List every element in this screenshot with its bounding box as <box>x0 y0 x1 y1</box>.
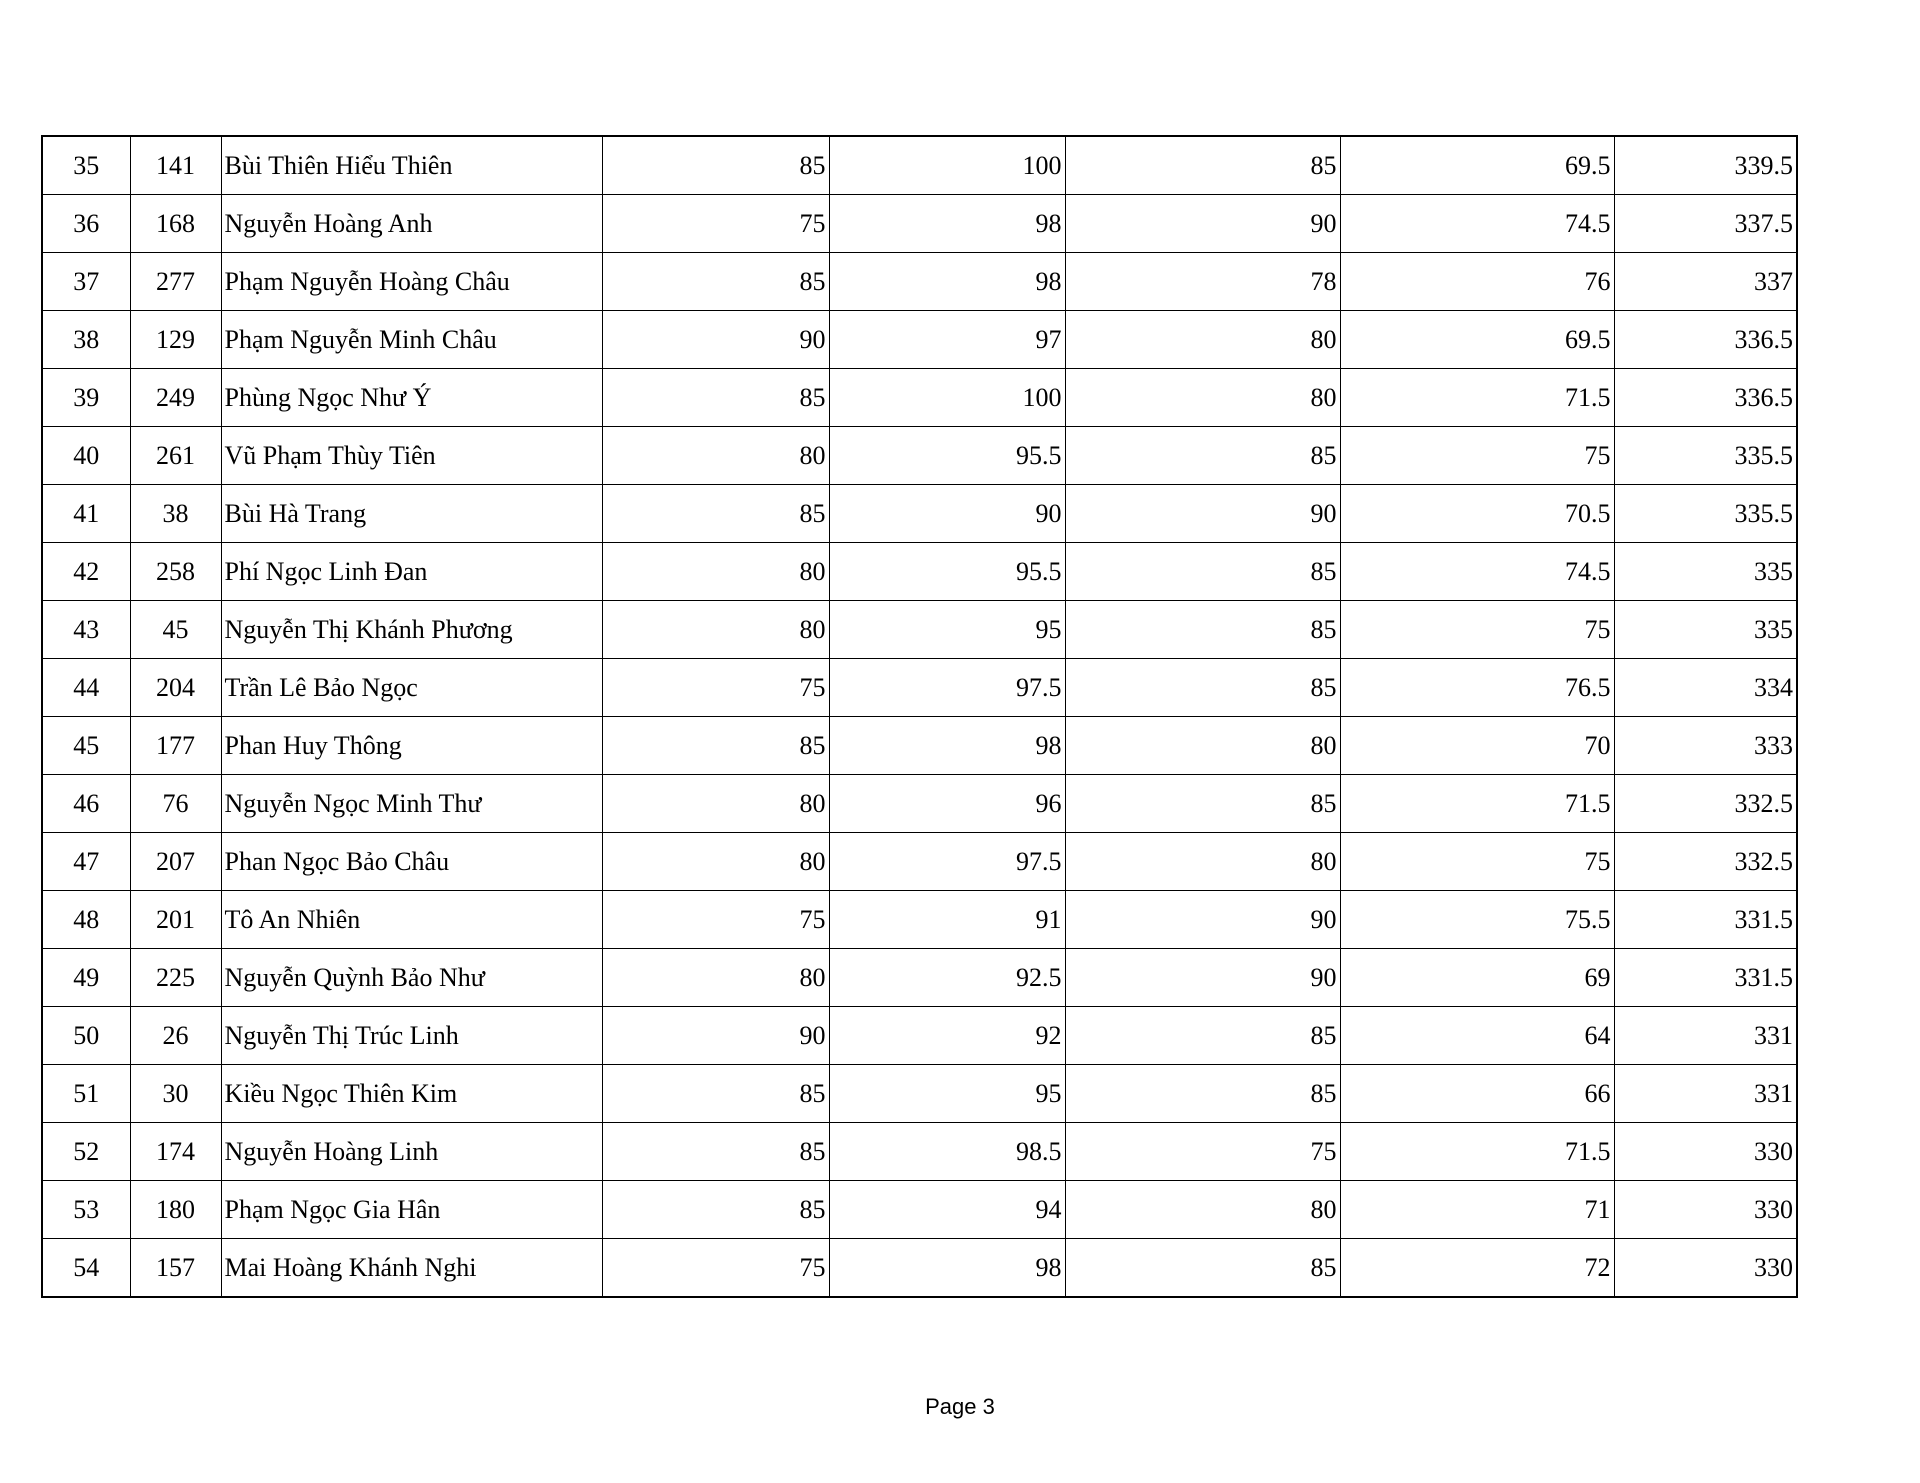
score-2-cell: 97 <box>829 311 1065 369</box>
score-4-cell: 70 <box>1340 717 1614 775</box>
score-2-cell: 100 <box>829 369 1065 427</box>
rank-cell: 46 <box>42 775 130 833</box>
total-cell: 336.5 <box>1614 369 1797 427</box>
score-1-cell: 80 <box>602 543 829 601</box>
score-4-cell: 69.5 <box>1340 136 1614 195</box>
score-4-cell: 69.5 <box>1340 311 1614 369</box>
total-cell: 339.5 <box>1614 136 1797 195</box>
score-4-cell: 74.5 <box>1340 543 1614 601</box>
score-1-cell: 85 <box>602 1065 829 1123</box>
total-cell: 331.5 <box>1614 891 1797 949</box>
rank-cell: 41 <box>42 485 130 543</box>
total-cell: 332.5 <box>1614 775 1797 833</box>
table-row <box>42 1181 1797 1239</box>
score-2-cell: 98 <box>829 717 1065 775</box>
table-row <box>42 543 1797 601</box>
name-cell: Bùi Hà Trang <box>221 485 602 543</box>
score-1-cell: 85 <box>602 253 829 311</box>
table-row <box>42 717 1797 775</box>
score-3-cell: 85 <box>1065 543 1340 601</box>
score-table-body <box>42 136 1797 1297</box>
table-row <box>42 136 1797 195</box>
table-row <box>42 1239 1797 1298</box>
score-1-cell: 85 <box>602 136 829 195</box>
score-1-cell: 85 <box>602 717 829 775</box>
rank-cell: 54 <box>42 1239 130 1298</box>
score-1-cell: 80 <box>602 427 829 485</box>
id-cell: 249 <box>130 369 221 427</box>
id-cell: 38 <box>130 485 221 543</box>
score-2-cell: 92 <box>829 1007 1065 1065</box>
id-cell: 261 <box>130 427 221 485</box>
page-number: Page 3 <box>925 1394 995 1419</box>
name-cell: Kiều Ngọc Thiên Kim <box>221 1065 602 1123</box>
id-cell: 258 <box>130 543 221 601</box>
rank-cell: 47 <box>42 833 130 891</box>
table-row <box>42 601 1797 659</box>
total-cell: 334 <box>1614 659 1797 717</box>
score-3-cell: 85 <box>1065 1065 1340 1123</box>
score-4-cell: 71 <box>1340 1181 1614 1239</box>
name-cell: Phan Huy Thông <box>221 717 602 775</box>
score-2-cell: 95.5 <box>829 427 1065 485</box>
score-4-cell: 72 <box>1340 1239 1614 1298</box>
score-3-cell: 85 <box>1065 775 1340 833</box>
name-cell: Tô An Nhiên <box>221 891 602 949</box>
table-row <box>42 949 1797 1007</box>
total-cell: 337.5 <box>1614 195 1797 253</box>
score-4-cell: 75 <box>1340 601 1614 659</box>
score-3-cell: 80 <box>1065 311 1340 369</box>
score-3-cell: 85 <box>1065 1239 1340 1298</box>
score-4-cell: 75.5 <box>1340 891 1614 949</box>
score-4-cell: 69 <box>1340 949 1614 1007</box>
score-4-cell: 71.5 <box>1340 775 1614 833</box>
score-3-cell: 90 <box>1065 485 1340 543</box>
score-3-cell: 85 <box>1065 136 1340 195</box>
score-3-cell: 80 <box>1065 369 1340 427</box>
score-3-cell: 85 <box>1065 1007 1340 1065</box>
table-row <box>42 833 1797 891</box>
score-4-cell: 70.5 <box>1340 485 1614 543</box>
score-4-cell: 75 <box>1340 427 1614 485</box>
total-cell: 335 <box>1614 601 1797 659</box>
id-cell: 30 <box>130 1065 221 1123</box>
score-4-cell: 76.5 <box>1340 659 1614 717</box>
total-cell: 337 <box>1614 253 1797 311</box>
score-3-cell: 78 <box>1065 253 1340 311</box>
name-cell: Nguyễn Thị Khánh Phương <box>221 601 602 659</box>
rank-cell: 40 <box>42 427 130 485</box>
name-cell: Nguyễn Ngọc Minh Thư <box>221 775 602 833</box>
score-2-cell: 90 <box>829 485 1065 543</box>
id-cell: 157 <box>130 1239 221 1298</box>
name-cell: Phạm Nguyễn Hoàng Châu <box>221 253 602 311</box>
score-3-cell: 90 <box>1065 949 1340 1007</box>
score-3-cell: 90 <box>1065 891 1340 949</box>
rank-cell: 49 <box>42 949 130 1007</box>
score-1-cell: 75 <box>602 659 829 717</box>
name-cell: Phí Ngọc Linh Đan <box>221 543 602 601</box>
id-cell: 76 <box>130 775 221 833</box>
score-1-cell: 75 <box>602 1239 829 1298</box>
score-2-cell: 91 <box>829 891 1065 949</box>
score-1-cell: 80 <box>602 601 829 659</box>
id-cell: 174 <box>130 1123 221 1181</box>
id-cell: 141 <box>130 136 221 195</box>
table-row <box>42 1123 1797 1181</box>
score-4-cell: 64 <box>1340 1007 1614 1065</box>
score-1-cell: 90 <box>602 1007 829 1065</box>
name-cell: Trần Lê Bảo Ngọc <box>221 659 602 717</box>
rank-cell: 48 <box>42 891 130 949</box>
score-1-cell: 80 <box>602 833 829 891</box>
score-2-cell: 97.5 <box>829 659 1065 717</box>
rank-cell: 43 <box>42 601 130 659</box>
name-cell: Phạm Ngọc Gia Hân <box>221 1181 602 1239</box>
id-cell: 177 <box>130 717 221 775</box>
score-3-cell: 80 <box>1065 717 1340 775</box>
total-cell: 331 <box>1614 1065 1797 1123</box>
total-cell: 335 <box>1614 543 1797 601</box>
name-cell: Vũ Phạm Thùy Tiên <box>221 427 602 485</box>
name-cell: Nguyễn Hoàng Linh <box>221 1123 602 1181</box>
id-cell: 168 <box>130 195 221 253</box>
score-3-cell: 75 <box>1065 1123 1340 1181</box>
score-table <box>41 135 1798 1298</box>
id-cell: 201 <box>130 891 221 949</box>
name-cell: Phan Ngọc Bảo Châu <box>221 833 602 891</box>
rank-cell: 53 <box>42 1181 130 1239</box>
score-2-cell: 96 <box>829 775 1065 833</box>
name-cell: Phạm Nguyễn Minh Châu <box>221 311 602 369</box>
score-2-cell: 94 <box>829 1181 1065 1239</box>
table-row <box>42 775 1797 833</box>
score-3-cell: 80 <box>1065 1181 1340 1239</box>
score-2-cell: 92.5 <box>829 949 1065 1007</box>
total-cell: 332.5 <box>1614 833 1797 891</box>
rank-cell: 51 <box>42 1065 130 1123</box>
name-cell: Nguyễn Quỳnh Bảo Như <box>221 949 602 1007</box>
rank-cell: 39 <box>42 369 130 427</box>
score-2-cell: 98 <box>829 253 1065 311</box>
score-1-cell: 75 <box>602 195 829 253</box>
total-cell: 331.5 <box>1614 949 1797 1007</box>
rank-cell: 42 <box>42 543 130 601</box>
name-cell: Nguyễn Hoàng Anh <box>221 195 602 253</box>
table-row <box>42 195 1797 253</box>
score-1-cell: 85 <box>602 1181 829 1239</box>
name-cell: Bùi Thiên Hiểu Thiên <box>221 136 602 195</box>
rank-cell: 36 <box>42 195 130 253</box>
score-4-cell: 71.5 <box>1340 369 1614 427</box>
table-row <box>42 659 1797 717</box>
total-cell: 333 <box>1614 717 1797 775</box>
rank-cell: 37 <box>42 253 130 311</box>
rank-cell: 45 <box>42 717 130 775</box>
score-1-cell: 85 <box>602 369 829 427</box>
score-1-cell: 80 <box>602 775 829 833</box>
table-row <box>42 1065 1797 1123</box>
id-cell: 129 <box>130 311 221 369</box>
score-3-cell: 85 <box>1065 601 1340 659</box>
score-1-cell: 90 <box>602 311 829 369</box>
table-row <box>42 369 1797 427</box>
table-row <box>42 1007 1797 1065</box>
id-cell: 204 <box>130 659 221 717</box>
score-4-cell: 71.5 <box>1340 1123 1614 1181</box>
score-2-cell: 97.5 <box>829 833 1065 891</box>
table-row <box>42 311 1797 369</box>
score-1-cell: 85 <box>602 1123 829 1181</box>
total-cell: 330 <box>1614 1123 1797 1181</box>
score-2-cell: 95.5 <box>829 543 1065 601</box>
total-cell: 330 <box>1614 1181 1797 1239</box>
name-cell: Nguyễn Thị Trúc Linh <box>221 1007 602 1065</box>
total-cell: 336.5 <box>1614 311 1797 369</box>
score-4-cell: 74.5 <box>1340 195 1614 253</box>
score-2-cell: 95 <box>829 601 1065 659</box>
table-row <box>42 485 1797 543</box>
id-cell: 207 <box>130 833 221 891</box>
score-2-cell: 98 <box>829 1239 1065 1298</box>
name-cell: Mai Hoàng Khánh Nghi <box>221 1239 602 1298</box>
score-2-cell: 98.5 <box>829 1123 1065 1181</box>
score-4-cell: 76 <box>1340 253 1614 311</box>
score-4-cell: 75 <box>1340 833 1614 891</box>
score-3-cell: 80 <box>1065 833 1340 891</box>
id-cell: 45 <box>130 601 221 659</box>
score-1-cell: 75 <box>602 891 829 949</box>
name-cell: Phùng Ngọc Như Ý <box>221 369 602 427</box>
rank-cell: 52 <box>42 1123 130 1181</box>
score-3-cell: 85 <box>1065 427 1340 485</box>
id-cell: 277 <box>130 253 221 311</box>
rank-cell: 44 <box>42 659 130 717</box>
table-row <box>42 891 1797 949</box>
table-row <box>42 253 1797 311</box>
score-3-cell: 85 <box>1065 659 1340 717</box>
id-cell: 225 <box>130 949 221 1007</box>
total-cell: 335.5 <box>1614 485 1797 543</box>
id-cell: 26 <box>130 1007 221 1065</box>
total-cell: 330 <box>1614 1239 1797 1298</box>
score-3-cell: 90 <box>1065 195 1340 253</box>
total-cell: 331 <box>1614 1007 1797 1065</box>
score-2-cell: 98 <box>829 195 1065 253</box>
score-2-cell: 95 <box>829 1065 1065 1123</box>
rank-cell: 38 <box>42 311 130 369</box>
score-1-cell: 85 <box>602 485 829 543</box>
score-2-cell: 100 <box>829 136 1065 195</box>
total-cell: 335.5 <box>1614 427 1797 485</box>
table-row <box>42 427 1797 485</box>
id-cell: 180 <box>130 1181 221 1239</box>
rank-cell: 35 <box>42 136 130 195</box>
score-4-cell: 66 <box>1340 1065 1614 1123</box>
rank-cell: 50 <box>42 1007 130 1065</box>
score-1-cell: 80 <box>602 949 829 1007</box>
